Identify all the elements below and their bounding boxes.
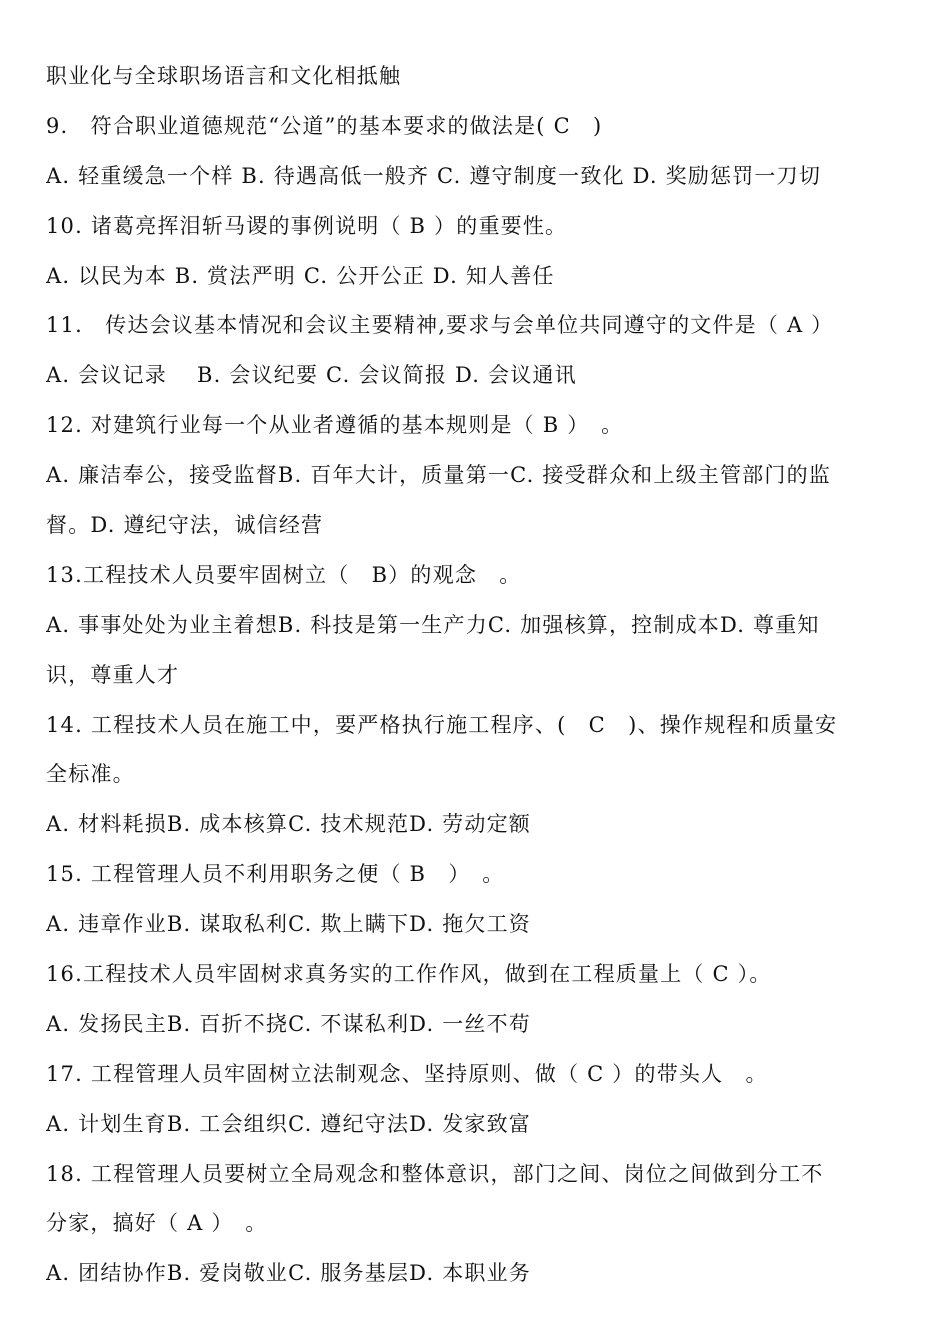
options-12: A. 廉洁奉公，接受监督B. 百年大计，质量第一C. 接受群众和上级主管部门的监 xyxy=(46,463,831,488)
question-18-cont: 分家，搞好（ A ） 。 xyxy=(46,1211,268,1236)
question-13: 13.工程技术人员要牢固树立（ B）的观念 。 xyxy=(46,562,522,587)
question-12: 12. 对建筑行业每一个从业者遵循的基本规则是（ B ） 。 xyxy=(46,413,624,438)
options-18: A. 团结协作B. 爱岗敬业C. 服务基层D. 本职业务 xyxy=(46,1261,532,1286)
options-11: A. 会议记录 B. 会议纪要 C. 会议简报 D. 会议通讯 xyxy=(46,363,577,388)
question-15: 15. 工程管理人员不利用职务之便（ B ） 。 xyxy=(46,862,505,887)
text-line: 职业化与全球职场语言和文化相抵触 xyxy=(46,64,402,88)
options-15: A. 违章作业B. 谋取私利C. 欺上瞒下D. 拖欠工资 xyxy=(46,912,532,937)
options-17: A. 计划生育B. 工会组织C. 遵纪守法D. 发家致富 xyxy=(46,1111,532,1136)
document-text xyxy=(46,52,908,1299)
question-17: 17. 工程管理人员牢固树立法制观念、坚持原则、做（ C ）的带头人 。 xyxy=(46,1061,768,1086)
question-11: 11. 传达会议基本情况和会议主要精神,要求与会单位共同遵守的文件是（ A ） xyxy=(46,313,834,338)
question-9: 9. 符合职业道德规范“公道”的基本要求的做法是( C ) xyxy=(46,113,603,138)
options-12-cont: 督。D. 遵纪守法，诚信经营 xyxy=(46,513,324,538)
question-14: 14. 工程技术人员在施工中，要严格执行施工程序、( C )、操作规程和质量安 xyxy=(46,712,838,737)
question-18: 18. 工程管理人员要树立全局观念和整体意识，部门之间、岗位之间做到分工不 xyxy=(46,1161,824,1186)
options-14: A. 材料耗损B. 成本核算C. 技术规范D. 劳动定额 xyxy=(46,812,532,837)
question-16: 16.工程技术人员牢固树求真务实的工作作风，做到在工程质量上（ C ）。 xyxy=(46,962,772,987)
options-13: A. 事事处处为业主着想B. 科技是第一生产力C. 加强核算，控制成本D. 尊重知 xyxy=(46,612,820,637)
question-10: 10. 诸葛亮挥泪斩马谡的事例说明（ B ）的重要性。 xyxy=(46,213,568,238)
question-14-cont: 全标准。 xyxy=(46,762,135,787)
options-13-cont: 识，尊重人才 xyxy=(46,662,180,687)
options-9: A. 轻重缓急一个样 B. 待遇高低一般齐 C. 遵守制度一致化 D. 奖励惩罚一刀切 xyxy=(46,163,822,188)
options-10: A. 以民为本 B. 赏法严明 C. 公开公正 D. 知人善任 xyxy=(46,263,555,288)
options-16: A. 发扬民主B. 百折不挠C. 不谋私利D. 一丝不苟 xyxy=(46,1011,532,1036)
